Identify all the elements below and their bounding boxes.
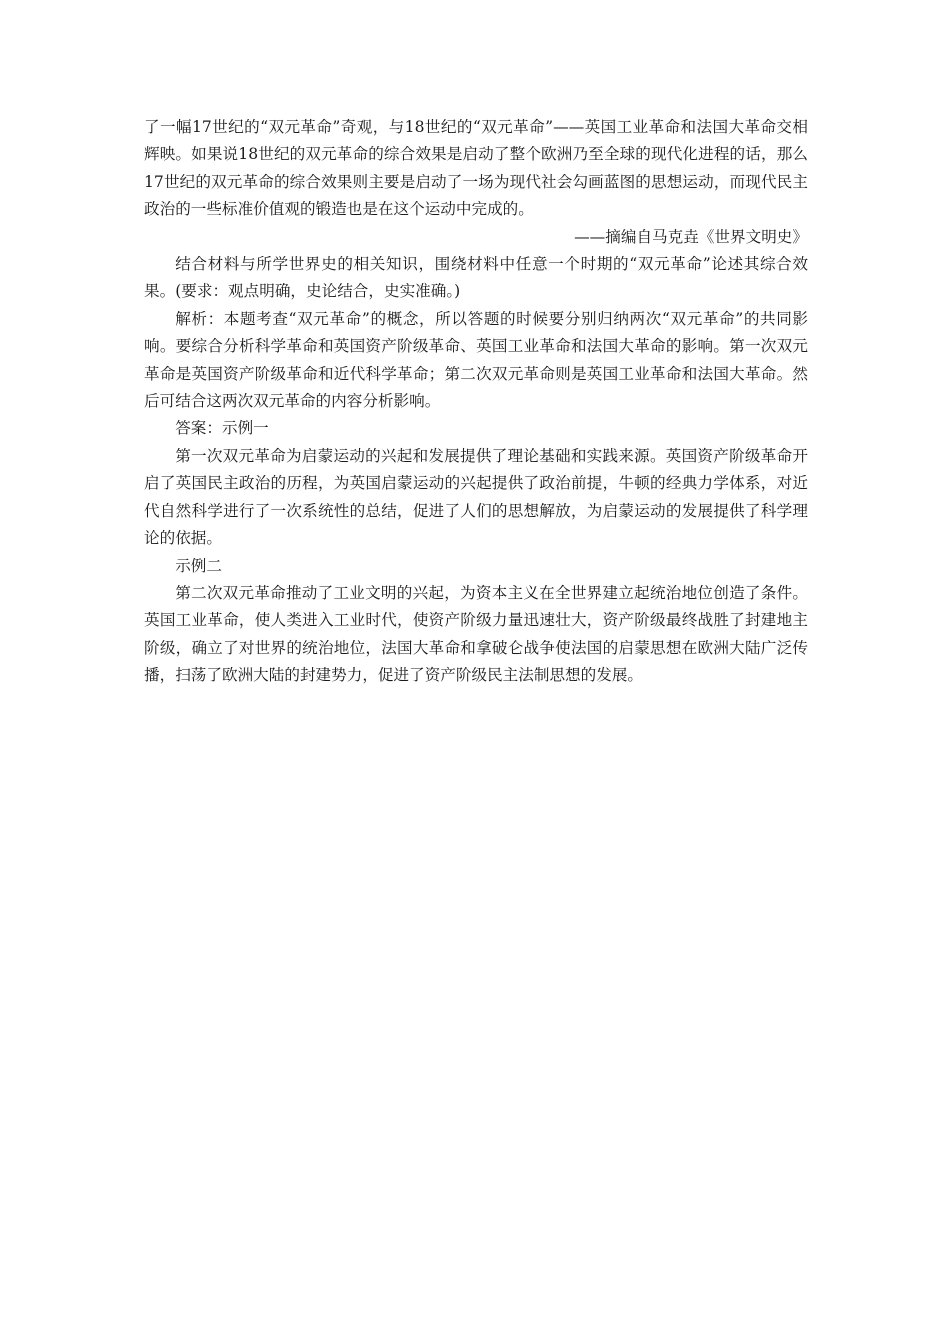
answer-heading: 答案：示例一 bbox=[175, 419, 269, 438]
example-two-heading: 示例二 bbox=[175, 556, 222, 575]
example-one-text: 第一次双元革命为启蒙运动的兴起和发展提供了理论基础和实践来源。英国资产阶级革命开启了英国民主政治的历程，为英国启蒙运动的兴起提供了政治前提，牛顿的经典力学体系，对近代自然科学进行了一次系统性的总结，促进了人们的思想解放，为启蒙运动的发展提供了科学理论的依据。 bbox=[144, 446, 808, 548]
document-page bbox=[144, 114, 808, 690]
material-source: ——摘编自马克垚《世界文明史》 bbox=[574, 227, 808, 246]
example-two-text: 第二次双元革命推动了工业文明的兴起，为资本主义在全世界建立起统治地位创造了条件。英国工业革命，使人类进入工业时代，使资产阶级力量迅速壮大，资产阶级最终战胜了封建地主阶级，确立了对世界的统治地位，法国大革命和拿破仑战争使法国的启蒙思想在欧洲大陆广泛传播，扫荡了欧洲大陆的封建势力，促进了资产阶级民主法制思想的发展。 bbox=[144, 583, 808, 685]
question-text: 结合材料与所学世界史的相关知识，围绕材料中任意一个时期的“双元革命”论述其综合效果。(要求：观点明确，史论结合，史实准确。) bbox=[144, 255, 808, 301]
material-passage: 了一幅17世纪的“双元革命”奇观，与18世纪的“双元革命”——英国工业革命和法国大革命交相辉映。如果说18世纪的双元革命的综合效果是启动了整个欧洲乃至全球的现代化进程的话，那么17世纪的双元革命的综合效果则主要是启动了一场为现代社会勾画蓝图的思想运动，而现代民主政治的一些标准价值观的锻造也是在这个运动中完成的。 bbox=[144, 118, 808, 219]
analysis-text: 解析：本题考查“双元革命”的概念，所以答题的时候要分别归纳两次“双元革命”的共同影响。要综合分析科学革命和英国资产阶级革命、英国工业革命和法国大革命的影响。第一次双元革命是英国资产阶级革命和近代科学革命；第二次双元革命则是英国工业革命和法国大革命。然后可结合这两次双元革命的内容分析影响。 bbox=[144, 309, 808, 411]
